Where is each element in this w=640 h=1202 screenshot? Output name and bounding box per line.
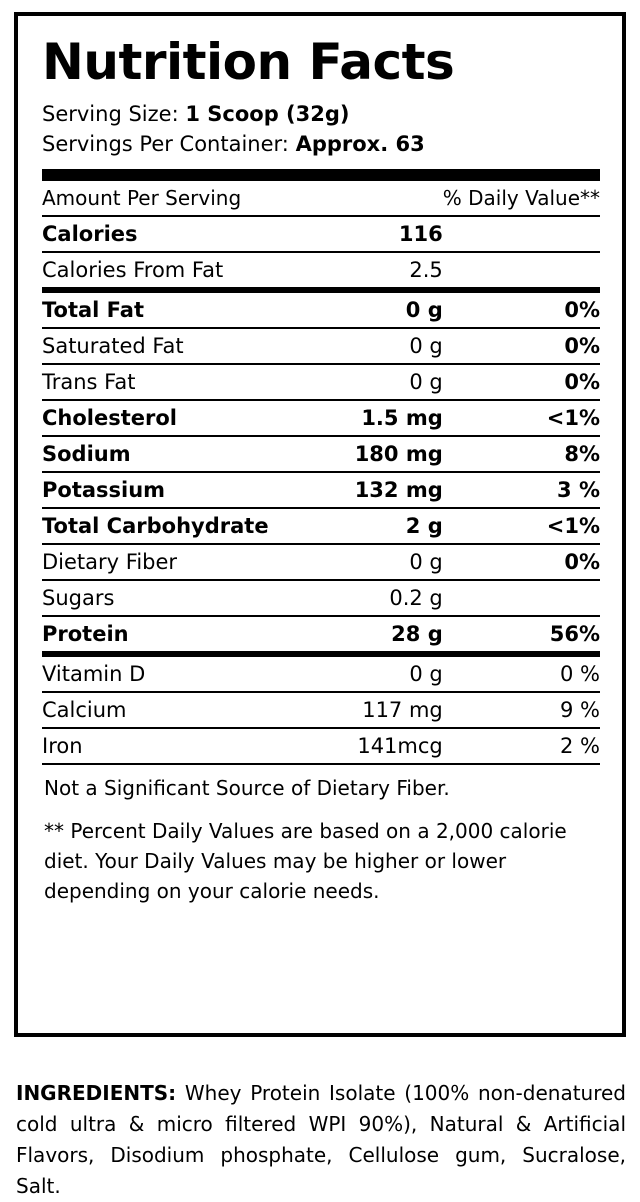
row-dv-calcium: 9 % [443,692,600,728]
row-label-trans-fat: Trans Fat [42,364,331,400]
row-amount-vitamin-d: 0 g [331,654,443,692]
table-row [42,728,600,764]
row-dv-protein: 56% [443,616,600,654]
servings-per-container-value: Approx. 63 [295,131,425,156]
row-dv-sodium: 8% [443,436,600,472]
serving-size-label: Serving Size: [42,101,179,126]
row-dv-calories-from-fat [443,252,600,290]
row-label-saturated-fat: Saturated Fat [42,328,331,364]
row-label-sodium: Sodium [42,436,331,472]
row-amount-calories: 116 [331,216,443,252]
table-row [42,436,600,472]
table-row [42,328,600,364]
header-spacer [331,181,443,216]
table-row [42,508,600,544]
row-dv-total-fat: 0% [443,290,600,328]
table-row [42,472,600,508]
row-amount-protein: 28 g [331,616,443,654]
row-dv-calories [443,216,600,252]
divider-thick [42,169,600,181]
nutrition-facts-panel [14,12,626,1037]
row-dv-potassium: 3 % [443,472,600,508]
row-label-total-carbohydrate: Total Carbohydrate [42,508,331,544]
table-row [42,654,600,692]
row-label-calcium: Calcium [42,692,331,728]
row-label-calories-from-fat: Calories From Fat [42,252,331,290]
row-amount-total-carbohydrate: 2 g [331,508,443,544]
row-amount-calories-from-fat: 2.5 [331,252,443,290]
table-row [42,616,600,654]
row-amount-iron: 141mcg [331,728,443,764]
ingredients-text: Whey Protein Isolate (100% non-denatured cold ultra & micro filtered WPI 90%), Natural & Artificial Flavors, Disodium phosphate, Cellulose gum, Sucralose, Salt. [16,1081,627,1198]
row-dv-saturated-fat: 0% [443,328,600,364]
row-amount-saturated-fat: 0 g [331,328,443,364]
row-dv-sugars [443,580,600,616]
row-label-potassium: Potassium [42,472,331,508]
table-row [42,400,600,436]
row-amount-potassium: 132 mg [331,472,443,508]
row-dv-cholesterol: <1% [443,400,600,436]
row-dv-trans-fat: 0% [443,364,600,400]
servings-per-container-line [42,129,600,159]
daily-value-footnote: ** Percent Daily Values are based on a 2,000 calorie diet. Your Daily Values may be higher or lower depending on your calorie needs. [44,819,567,904]
significant-source-note: Not a Significant Source of Dietary Fiber. [44,776,450,801]
page-title: Nutrition Facts [42,33,455,91]
row-dv-iron: 2 % [443,728,600,764]
ingredients-label: INGREDIENTS: [16,1081,177,1105]
table-row [42,580,600,616]
row-amount-trans-fat: 0 g [331,364,443,400]
table-row [42,290,600,328]
nutrition-table [42,181,600,765]
row-label-sugars: Sugars [42,580,331,616]
row-label-iron: Iron [42,728,331,764]
table-row [42,216,600,252]
row-label-calories: Calories [42,216,331,252]
row-amount-dietary-fiber: 0 g [331,544,443,580]
table-header-row [42,181,600,216]
row-amount-total-fat: 0 g [331,290,443,328]
header-amount-per-serving: Amount Per Serving [42,181,331,216]
table-row [42,544,600,580]
table-row [42,252,600,290]
row-dv-vitamin-d: 0 % [443,654,600,692]
row-amount-calcium: 117 mg [331,692,443,728]
serving-size-line [42,99,600,129]
row-amount-sugars: 0.2 g [331,580,443,616]
table-row [42,692,600,728]
row-amount-sodium: 180 mg [331,436,443,472]
servings-per-container-label: Servings Per Container: [42,131,289,156]
row-dv-total-carbohydrate: <1% [443,508,600,544]
serving-size-value: 1 Scoop (32g) [185,101,350,126]
row-label-dietary-fiber: Dietary Fiber [42,544,331,580]
row-label-cholesterol: Cholesterol [42,400,331,436]
row-label-total-fat: Total Fat [42,290,331,328]
row-label-protein: Protein [42,616,331,654]
row-label-vitamin-d: Vitamin D [42,654,331,692]
ingredients-block [16,1078,626,1202]
table-row [42,364,600,400]
header-daily-value: % Daily Value** [443,181,600,216]
row-dv-dietary-fiber: 0% [443,544,600,580]
row-amount-cholesterol: 1.5 mg [331,400,443,436]
